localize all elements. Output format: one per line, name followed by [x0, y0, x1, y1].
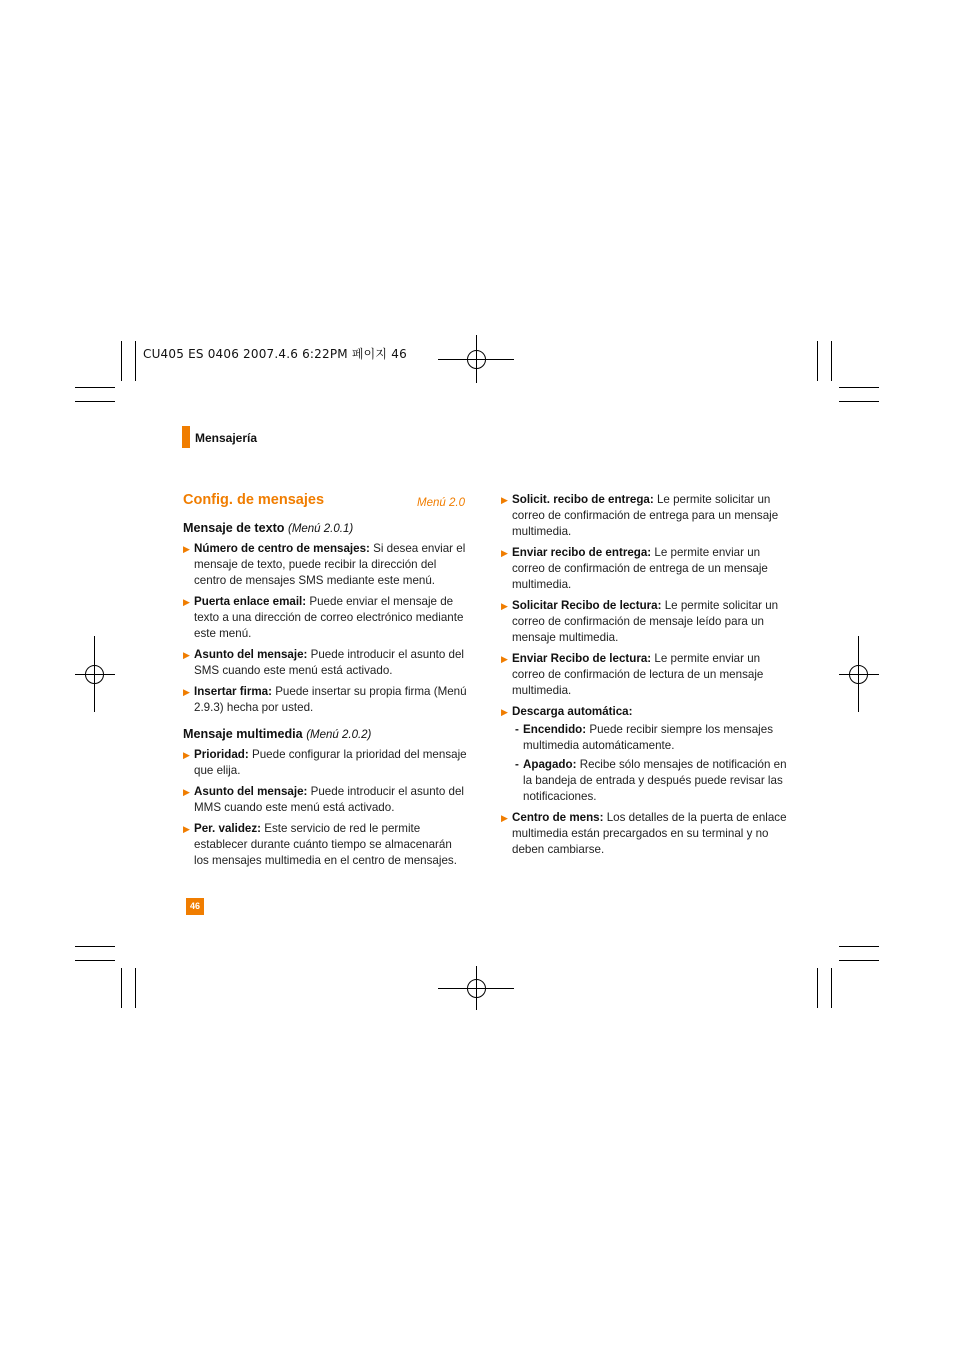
list-item: ▶ Insertar firma: Puede insertar su propia firma (Menú 2.9.3) hecha por usted. — [183, 685, 467, 714]
list-item: ▶ Número de centro de mensajes: Si desea enviar el mensaje de texto, puede recibir la dirección del centro de mensajes SMS mediante este menú. — [183, 542, 466, 587]
page-number: 46 — [186, 898, 204, 915]
list-item: ▶ Puerta enlace email: Puede enviar el mensaje de texto a una dirección de correo electrónico mediante este menú. — [183, 595, 464, 640]
list-item: ▶ Asunto del mensaje: Puede introducir el asunto del SMS cuando este menú está activado. — [183, 648, 465, 677]
main-heading — [183, 492, 467, 516]
list-item: ▶ Centro de mens: Los detalles de la puerta de enlace multimedia están precargados en su terminal y no deben cambiarse. — [501, 811, 787, 856]
list-item: ▶ Enviar Recibo de lectura: Le permite enviar un correo de confirmación de lectura de un mensaje multimedia. — [501, 652, 764, 697]
submenu-ref: (Menú 2.0.1) — [287, 523, 354, 535]
section-accent-bar — [182, 426, 190, 448]
list-item-auto-download: ▶ Descarga automática: — [501, 705, 633, 718]
sub-list-item: - Encendido: Puede recibir siempre los mensajes multimedia automáticamente. — [515, 723, 773, 752]
bullet-arrow-icon: ▶ — [501, 548, 508, 558]
list-item: ▶ Enviar recibo de entrega: Le permite enviar un correo de confirmación de entrega de un mensaje multimedia. — [501, 546, 768, 591]
bullet-arrow-icon: ▶ — [183, 687, 190, 697]
bullet-arrow-icon: ▶ — [183, 824, 190, 834]
list-item: ▶ Solicitar Recibo de lectura: Le permite solicitar un correo de confirmación de mensaje leído para un mensaje multimedia. — [501, 599, 779, 644]
bullet-arrow-icon: ▶ — [501, 707, 508, 717]
bullet-arrow-icon: ▶ — [183, 597, 190, 607]
list-item: ▶ Solicit. recibo de entrega: Le permite solicitar un correo de confirmación de entrega para un mensaje multimedia. — [501, 493, 779, 538]
bullet-arrow-icon: ▶ — [183, 787, 190, 797]
menu-ref: Menú 2.0 — [417, 497, 465, 509]
subheading-text-message: Mensaje de texto (Menú 2.0.1) — [183, 521, 354, 535]
bullet-arrow-icon: ▶ — [183, 544, 190, 554]
bullet-arrow-icon: ▶ — [501, 495, 508, 505]
list-item: ▶ Per. validez: Este servicio de red le permite establecer durante cuánto tiempo se almacenarán los mensajes multimedia en el centro de mensajes. — [183, 822, 457, 867]
left-column — [183, 492, 467, 874]
page-title: Config. de mensajes — [183, 492, 325, 508]
bullet-arrow-icon: ▶ — [501, 813, 508, 823]
list-item: ▶ Prioridad: Puede configurar la prioridad del mensaje que elija. — [183, 748, 467, 777]
bullet-arrow-icon: ▶ — [501, 601, 508, 611]
sub-list-item: - Apagado: Recibe sólo mensajes de notificación en la bandeja de entrada y después puede revisar las notificaciones. — [515, 758, 787, 803]
bullet-arrow-icon: ▶ — [183, 750, 190, 760]
subheading-multimedia: Mensaje multimedia (Menú 2.0.2) — [183, 727, 372, 741]
right-column — [501, 492, 791, 863]
list-item: ▶ Asunto del mensaje: Puede introducir el asunto del MMS cuando este menú está activado. — [183, 785, 465, 814]
section-title: Mensajería — [195, 431, 258, 445]
print-header: CU405 ES 0406 2007.4.6 6:22PM 페이지 46 — [143, 347, 407, 361]
submenu-ref: (Menú 2.0.2) — [306, 729, 372, 741]
bullet-arrow-icon: ▶ — [501, 654, 508, 664]
bullet-arrow-icon: ▶ — [183, 650, 190, 660]
